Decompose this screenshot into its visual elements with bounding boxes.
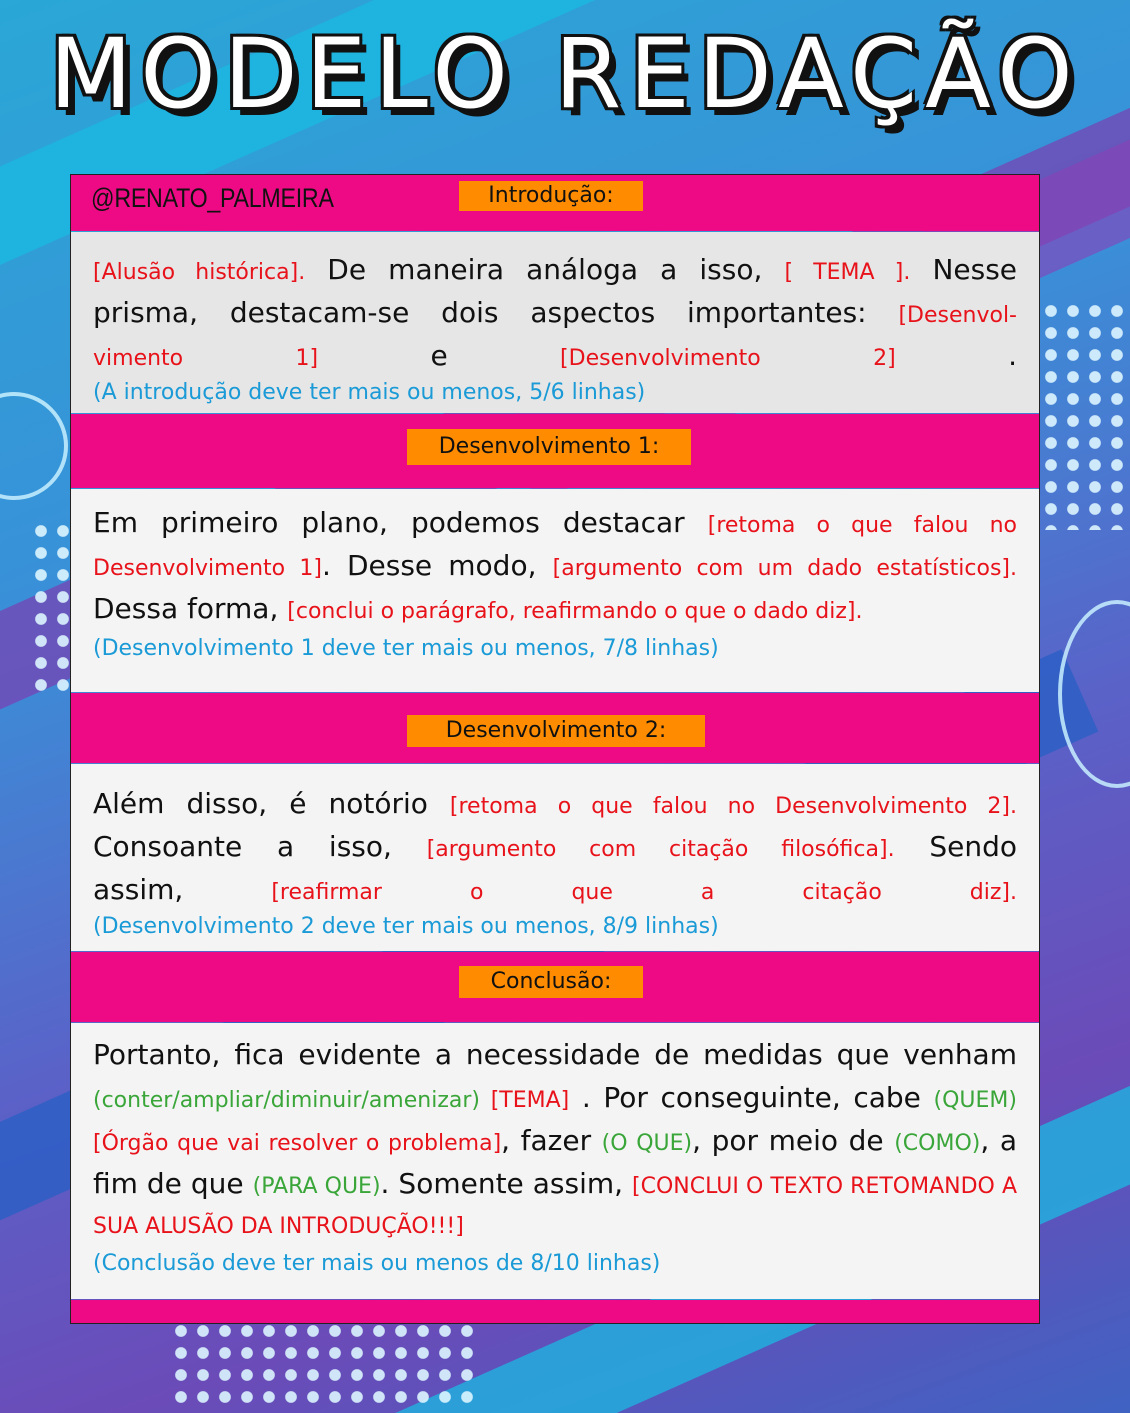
- author-handle: @RENATO_PALMEIRA: [91, 183, 334, 213]
- intro-placeholder-dev1b: vimento: [93, 346, 184, 371]
- dev1-placeholder-retoma: [retoma o que falou no Desenvolvimento 1]: [93, 513, 1017, 581]
- conc-placeholder-theme: [TEMA]: [479, 1088, 570, 1113]
- intro-text: prisma, destacam-se dois aspectos importantes:: [93, 296, 899, 329]
- conc-hint-how: (COMO): [894, 1131, 981, 1156]
- intro-text: e: [430, 339, 448, 372]
- conc-text: , por meio de: [692, 1124, 895, 1157]
- intro-placeholder-dev2b: 2]: [873, 346, 896, 371]
- dev2-placeholder-reafirmar: citação: [802, 880, 882, 905]
- intro-placeholder-allusion: [Alusão histórica].: [93, 260, 306, 285]
- dev2-placeholder-reafirmar: que: [571, 880, 613, 905]
- dev1-text: . Desse modo,: [321, 549, 553, 582]
- dev1-label: Desenvolvimento 1:: [407, 429, 691, 465]
- bg-dots: [1040, 300, 1130, 530]
- dev2-placeholder-reafirmar: diz].: [969, 880, 1017, 905]
- essay-card: [70, 174, 1040, 1324]
- conc-text: . Por conseguinte, cabe: [569, 1081, 934, 1114]
- dev2-placeholder-argument: [argumento com citação filosófica].: [426, 837, 895, 862]
- conc-text: , fazer: [501, 1124, 602, 1157]
- conc-hint-verb: (conter/ampliar/diminuir/amenizar): [93, 1088, 480, 1113]
- footer-band: [71, 1300, 1039, 1323]
- intro-text: .: [1008, 339, 1017, 372]
- conc-placeholder-organ: [Órgão que vai resolver o problema]: [93, 1131, 502, 1156]
- dev2-placeholder-retoma: [retoma o que falou no Desenvolvimento 2].: [449, 794, 1017, 819]
- dev2-label: Desenvolvimento 2:: [407, 715, 705, 747]
- conc-note: (Conclusão deve ter mais ou menos de 8/10 linhas): [93, 1251, 661, 1276]
- intro-text: Nesse: [910, 253, 1018, 286]
- intro-label: Introdução:: [459, 181, 643, 211]
- dev1-header-band: [71, 414, 1039, 488]
- conc-text: . Somente assim,: [380, 1167, 633, 1200]
- dev2-text: assim,: [93, 873, 184, 906]
- conc-label: Conclusão:: [459, 966, 643, 998]
- dev2-placeholder-reafirmar: a: [700, 880, 715, 905]
- intro-text: De maneira análoga a isso,: [305, 253, 785, 286]
- conc-hint-what: (O QUE): [601, 1131, 693, 1156]
- bg-dots: [30, 520, 70, 700]
- intro-placeholder-theme: [ TEMA ].: [784, 260, 911, 285]
- dev2-header-band: [71, 693, 1039, 763]
- conc-text: Portanto, fica evidente a necessidade de medidas que venham: [93, 1038, 1017, 1071]
- page-title: MODELO REDAÇÃO: [49, 18, 1081, 130]
- dev2-text: Consoante a isso,: [93, 830, 427, 863]
- dev1-placeholder-argument: [argumento com um dado estatísticos].: [552, 556, 1017, 581]
- dev1-text: Em primeiro plano, podemos destacar: [93, 506, 708, 539]
- dev1-text: Dessa forma,: [93, 592, 288, 625]
- intro-note: (A introdução deve ter mais ou menos, 5/6 linhas): [93, 380, 646, 405]
- dev2-placeholder-reafirmar: o: [469, 880, 484, 905]
- intro-placeholder-dev1c: 1]: [295, 346, 319, 371]
- intro-placeholder-dev2a: [Desenvolvimento: [560, 346, 761, 371]
- intro-header-band: [71, 175, 1039, 231]
- dev2-text: Sendo: [894, 830, 1017, 863]
- intro-panel: [71, 232, 1039, 413]
- conc-hint-purpose: (PARA QUE): [252, 1174, 381, 1199]
- intro-placeholder-dev1a: [Desenvol-: [898, 303, 1017, 328]
- bg-circle: [1058, 600, 1130, 788]
- bg-circle: [0, 392, 68, 500]
- conc-placeholder-final: [CONCLUI O TEXTO RETOMANDO A SUA ALUSÃO DA INTRODUÇÃO!!!]: [93, 1174, 1017, 1239]
- conc-panel: [71, 1023, 1039, 1299]
- conc-text: , a fim de que: [93, 1124, 1017, 1200]
- dev2-panel: [71, 764, 1039, 951]
- bg-dots: [170, 1320, 480, 1413]
- dev2-text: Além disso, é notório: [93, 787, 450, 820]
- dev2-note: (Desenvolvimento 2 deve ter mais ou menos, 8/9 linhas): [93, 914, 719, 939]
- dev1-panel: [71, 489, 1039, 692]
- dev1-placeholder-conclui: [conclui o parágrafo, reafirmando o que o dado diz].: [287, 599, 863, 624]
- conc-header-band: [71, 952, 1039, 1022]
- dev1-note: (Desenvolvimento 1 deve ter mais ou menos, 7/8 linhas): [93, 636, 719, 661]
- conc-hint-who: (QUEM): [933, 1088, 1017, 1113]
- dev2-placeholder-reafirmar: [reafirmar: [271, 880, 382, 905]
